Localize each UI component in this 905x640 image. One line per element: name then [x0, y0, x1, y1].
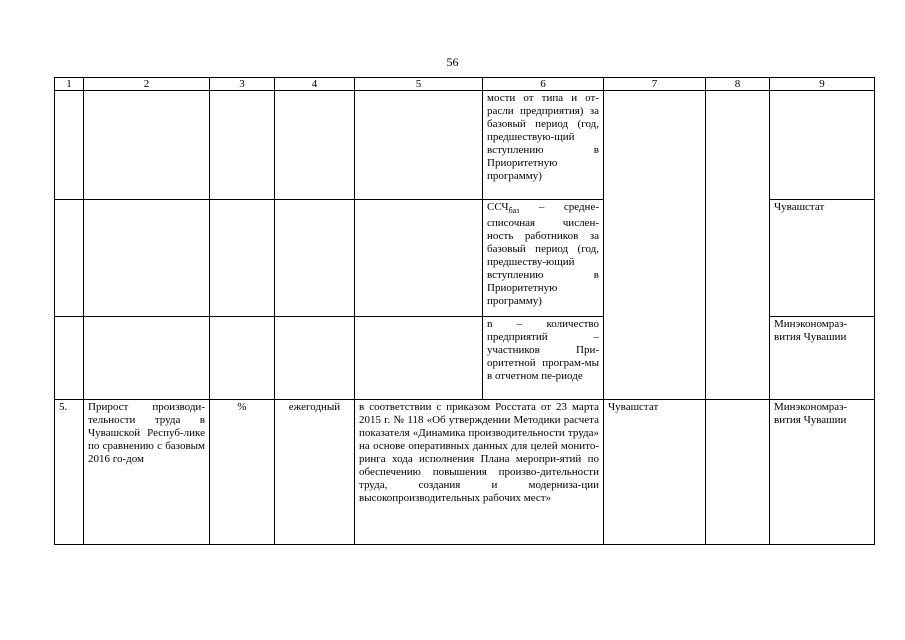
source-cell: Чувашстат: [604, 400, 706, 545]
table-cell: [355, 91, 483, 200]
table-cell: [706, 400, 770, 545]
indicator-name-cell: Прирост производи-тельности труда в Чувашской Респуб-лике по сравнению с базовым 2016 го-дом: [84, 400, 210, 545]
table-cell: [84, 91, 210, 200]
unit-cell: %: [210, 400, 275, 545]
table-cell: [706, 317, 770, 400]
symbol-subscript: баз: [508, 206, 520, 216]
table-cell: [275, 317, 355, 400]
formula-description-cell: [483, 200, 604, 317]
table-row: [55, 91, 875, 200]
table-cell: [604, 317, 706, 400]
table-cell: [210, 91, 275, 200]
table-cell: [84, 317, 210, 400]
description-text: – средне-списочная числен-ность работников за базовый период (год, предшеству-ющий вступлению в Приоритетную программу): [487, 201, 599, 308]
header-cell: 3: [210, 78, 275, 91]
symbol: ССЧ: [487, 201, 509, 213]
table-row: [55, 200, 875, 317]
indicator-table: [54, 77, 875, 545]
table-cell: [55, 200, 84, 317]
header-cell: 5: [355, 78, 483, 91]
page-number: 56: [446, 55, 459, 69]
periodicity-cell: ежегодный: [275, 400, 355, 545]
table-cell: [275, 200, 355, 317]
responsible-cell: Минэкономраз-вития Чувашии: [770, 317, 875, 400]
table-row: [55, 317, 875, 400]
table-cell: [55, 91, 84, 200]
header-cell: 6: [483, 78, 604, 91]
table-cell: [84, 200, 210, 317]
table-cell: [275, 91, 355, 200]
table-cell: [55, 317, 84, 400]
header-cell: 9: [770, 78, 875, 91]
table-cell: [355, 317, 483, 400]
table-cell: [355, 200, 483, 317]
table-cell: [706, 200, 770, 317]
header-row: [55, 78, 875, 91]
header-cell: 1: [55, 78, 84, 91]
formula-description-cell: n – количество предприятий – участников При-оритетной програм-мы в отчетном пе-риоде: [483, 317, 604, 400]
table-cell: [604, 91, 706, 200]
header-cell: 7: [604, 78, 706, 91]
table-cell: [604, 200, 706, 317]
header-cell: 2: [84, 78, 210, 91]
table-cell: [210, 200, 275, 317]
row-number-cell: 5.: [55, 400, 84, 545]
table-cell: [770, 91, 875, 200]
header-cell: 8: [706, 78, 770, 91]
header-cell: 4: [275, 78, 355, 91]
table-cell: [706, 91, 770, 200]
table-row: [55, 400, 875, 545]
method-cell: в соответствии с приказом Росстата от 23 марта 2015 г. № 118 «Об утверждении Методики расчета показателя «Динамика производительности труда» на основе оперативных данных для целей монито-ринга хода исполнения Плана меропри-ятий по обеспечению повышения произво-дительности труда, создания и модерниза-ции высокопроизводительных рабочих мест»: [355, 400, 604, 545]
table-cell: [210, 317, 275, 400]
formula-description-cell: мости от типа и от-расли предприятия) за базовый период (год, предшествую-щий вступлению в Приоритетную программу): [483, 91, 604, 200]
responsible-cell: Минэкономраз-вития Чувашии: [770, 400, 875, 545]
source-cell: Чувашстат: [770, 200, 875, 317]
